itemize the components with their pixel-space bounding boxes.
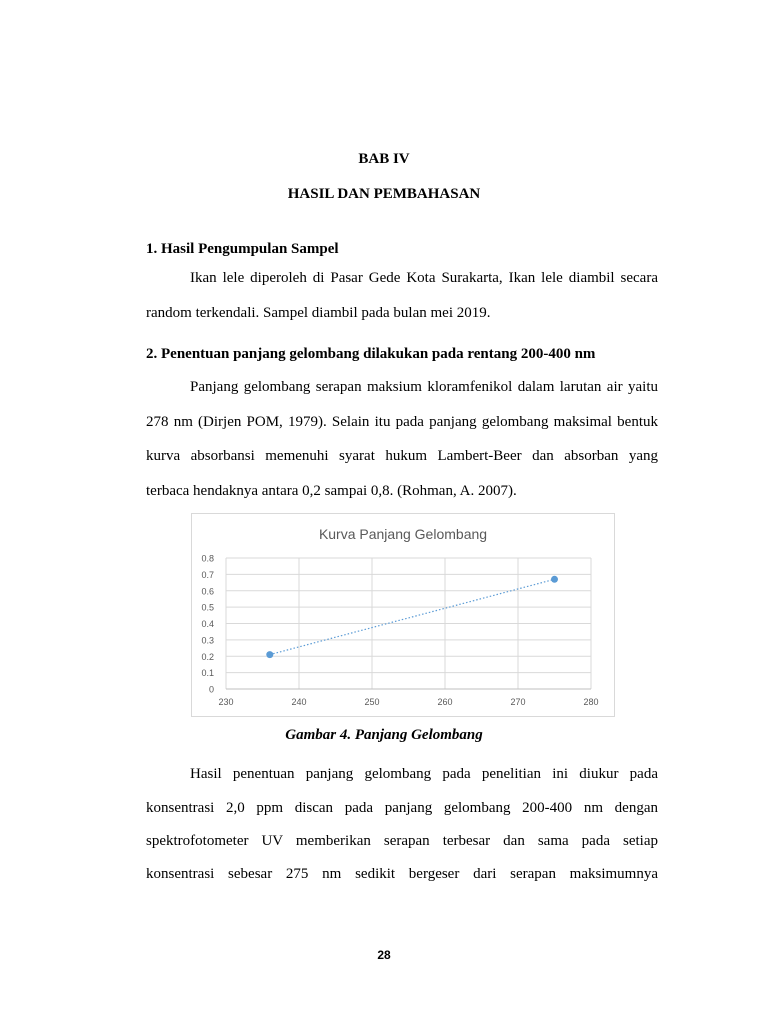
x-tick-label: 280 <box>583 697 599 707</box>
section-1-line-1: Ikan lele diperoleh di Pasar Gede Kota Surakarta, Ikan lele diambil secara <box>190 270 658 286</box>
x-tick-label: 260 <box>437 697 453 707</box>
y-tick-label: 0.6 <box>201 586 214 597</box>
y-tick-label: 0.2 <box>201 651 214 662</box>
y-tick-label: 0.3 <box>201 635 214 646</box>
y-tick-label: 0.7 <box>201 569 214 580</box>
page-number: 28 <box>377 948 391 962</box>
data-point <box>266 651 273 658</box>
chapter-title: HASIL DAN PEMBAHASAN <box>287 186 481 202</box>
section-3-line-3: spektrofotometer UV memberikan serapan terbesar dan sama pada setiap <box>146 833 658 849</box>
section-2-line-3: kurva absorbansi memenuhi syarat hukum Lambert-Beer dan absorban yang <box>146 448 658 464</box>
y-tick-label: 0.5 <box>201 602 214 613</box>
section-1-heading: 1. Hasil Pengumpulan Sampel <box>146 241 339 257</box>
y-tick-label: 0 <box>208 684 214 695</box>
y-tick-label: 0.8 <box>201 553 214 564</box>
x-tick-label: 270 <box>510 697 526 707</box>
section-2-heading: 2. Penentuan panjang gelombang dilakukan pada rentang 200-400 nm <box>146 346 596 362</box>
figure-caption: Gambar 4. Panjang Gelombang <box>285 727 483 743</box>
section-3-line-4: konsentrasi sebesar 275 nm sedikit bergeser dari serapan maksimumnya <box>146 866 658 882</box>
data-point <box>551 576 558 583</box>
section-1-line-2: random terkendali. Sampel diambil pada bulan mei 2019. <box>146 305 491 321</box>
section-3-line-1: Hasil penentuan panjang gelombang pada penelitian ini diukur pada <box>190 766 658 782</box>
wavelength-chart <box>191 513 615 717</box>
section-2-line-1: Panjang gelombang serapan maksium kloramfenikol dalam larutan air yaitu <box>190 379 658 395</box>
chart-svg <box>192 514 614 716</box>
chapter-number: BAB IV <box>358 151 410 167</box>
y-tick-label: 0.4 <box>201 619 214 629</box>
chart-title: Kurva Panjang Gelombang <box>318 526 488 542</box>
x-tick-label: 240 <box>291 697 307 707</box>
section-2-line-4: terbaca hendaknya antara 0,2 sampai 0,8. (Rohman, A. 2007). <box>146 483 517 499</box>
section-3-line-2: konsentrasi 2,0 ppm discan pada panjang gelombang 200-400 nm dengan <box>146 800 658 816</box>
section-2-line-2: 278 nm (Dirjen POM, 1979). Selain itu pada panjang gelombang maksimal bentuk <box>146 414 658 430</box>
y-tick-label: 0.1 <box>201 668 214 679</box>
x-tick-label: 250 <box>364 697 380 707</box>
x-tick-label: 230 <box>218 697 234 707</box>
